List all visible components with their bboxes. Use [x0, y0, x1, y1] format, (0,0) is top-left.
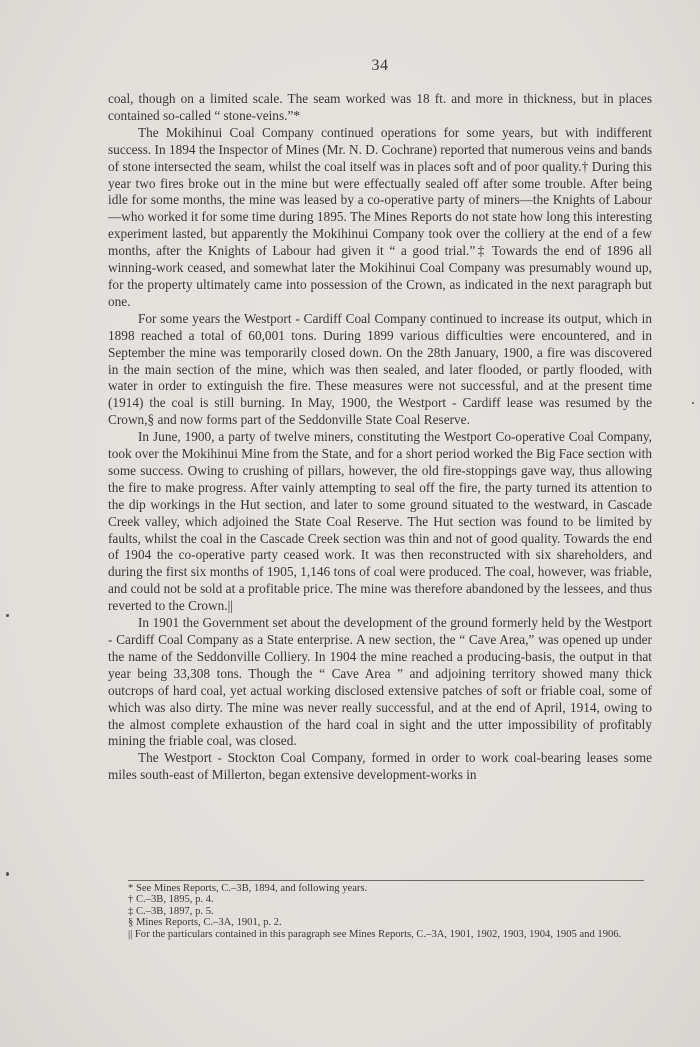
- footnote-4: § Mines Reports, C.–3A, 1901, p. 2.: [128, 917, 282, 929]
- page-number: 34: [371, 57, 389, 74]
- footnote-2: † C.–3B, 1895, p. 4.: [128, 894, 214, 906]
- paragraph-6: The Westport - Stockton Coal Company, formed in order to work coal-bearing leases some miles south-east of Millerton, began extensive development-works in: [108, 750, 652, 783]
- paper-speck: [692, 402, 694, 404]
- paper-speck: [6, 872, 9, 876]
- paragraph-1: coal, though on a limited scale. The seam worked was 18 ft. and more in thickness, but in places contained so-called “ stone-veins.”*: [108, 91, 652, 123]
- paper-speck: [6, 614, 9, 617]
- body-text: [108, 91, 652, 784]
- footnote-3: ‡ C.–3B, 1897, p. 5.: [128, 905, 214, 917]
- paragraph-3: For some years the Westport - Cardiff Coal Company continued to increase its output, which in 1898 reached a total of 60,001 tons. During 1899 various difficulties were encountered, and in September the mine was temporarily closed down. On the 28th January, 1900, a fire was discovered in the main section of the mine, which was then sealed, and later flooded, or partly flooded, with water in order to extinguish the fire. These measures were not successful, and at the present time (1914) the coal is still burning. In May, 1900, the Westport - Cardiff lease was resumed by the Crown,§ and now forms part of the Seddonville State Coal Reserve.: [108, 310, 652, 428]
- paragraph-5: In 1901 the Government set about the development of the ground formerly held by the Westport - Cardiff Coal Company as a State enterprise. A new section, the “ Cave Area,” was opened up under the name of the Seddonville Colliery. In 1904 the mine reached a producing-basis, the output in that year being 33,308 tons. Though the “ Cave Area ” and adjoining territory showed many thick outcrops of hard coal, yet actual working disclosed extensive patches of soft or friable coal, some of which was also dirty. The mine was never really successful, and at the end of April, 1914, owing to the almost complete exhaustion of the hard coal in sight and the utter impossibility of profitably mining the friable coal, was closed.: [108, 615, 652, 749]
- footnote-5: || For the particulars contained in this paragraph see Mines Reports, C.–3A, 1901, 1902, 1903, 1904, 1905 and 1906.: [128, 928, 622, 940]
- footnote-divider: [128, 880, 644, 881]
- footnotes: [108, 883, 652, 940]
- paragraph-2: The Mokihinui Coal Company continued operations for some years, but with indifferent success. In 1894 the Inspector of Mines (Mr. N. D. Cochrane) reported that numerous veins and bands of stone intersected the seam, whilst the coal itself was in places soft and of poor quality.† During this year two fires broke out in the mine but were effectually sealed off after some trouble. After being idle for some months, the mine was leased by a co-operative party of miners—the Knights of Labour—who worked it for some time during 1895. The Mines Reports do not state how long this interesting experiment lasted, but apparently the Mokihinui Company took over the colliery at the end of a few months, after the Knights of Labour had given it “ a good trial.”‡ Towards the end of 1896 all winning-work ceased, and somewhat later the Mokihinui Coal Company was presumably wound up, for the property ultimately came into possession of the Crown, as indicated in the next paragraph but one.: [108, 124, 652, 309]
- paragraph-4: In June, 1900, a party of twelve miners, constituting the Westport Co-operative Coal Company, took over the Mokihinui Mine from the State, and for a short period worked the Big Face section with some success. Owing to crushing of pillars, however, the old fire-stoppings gave way, thus allowing the fire to make progress. After vainly attempting to seal off the fire, the party turned its attention to the dip workings in the Hut section, and later to some ground situated to the westward, in Cascade Creek valley, which adjoined the State Coal Reserve. The Hut section was found to be limited by faults, whilst the coal in the Cascade Creek section was thin and not of good quality. Towards the end of 1904 the co-operative party ceased work. It was then reconstructed with six shareholders, and during the first six months of 1905, 1,146 tons of coal were produced. The coal, however, was friable, and could not be sold at a profitable price. The mine was therefore abandoned by the lessees, and thus reverted to the Crown.||: [108, 429, 652, 614]
- footnote-1: * See Mines Reports, C.–3B, 1894, and following years.: [128, 883, 368, 894]
